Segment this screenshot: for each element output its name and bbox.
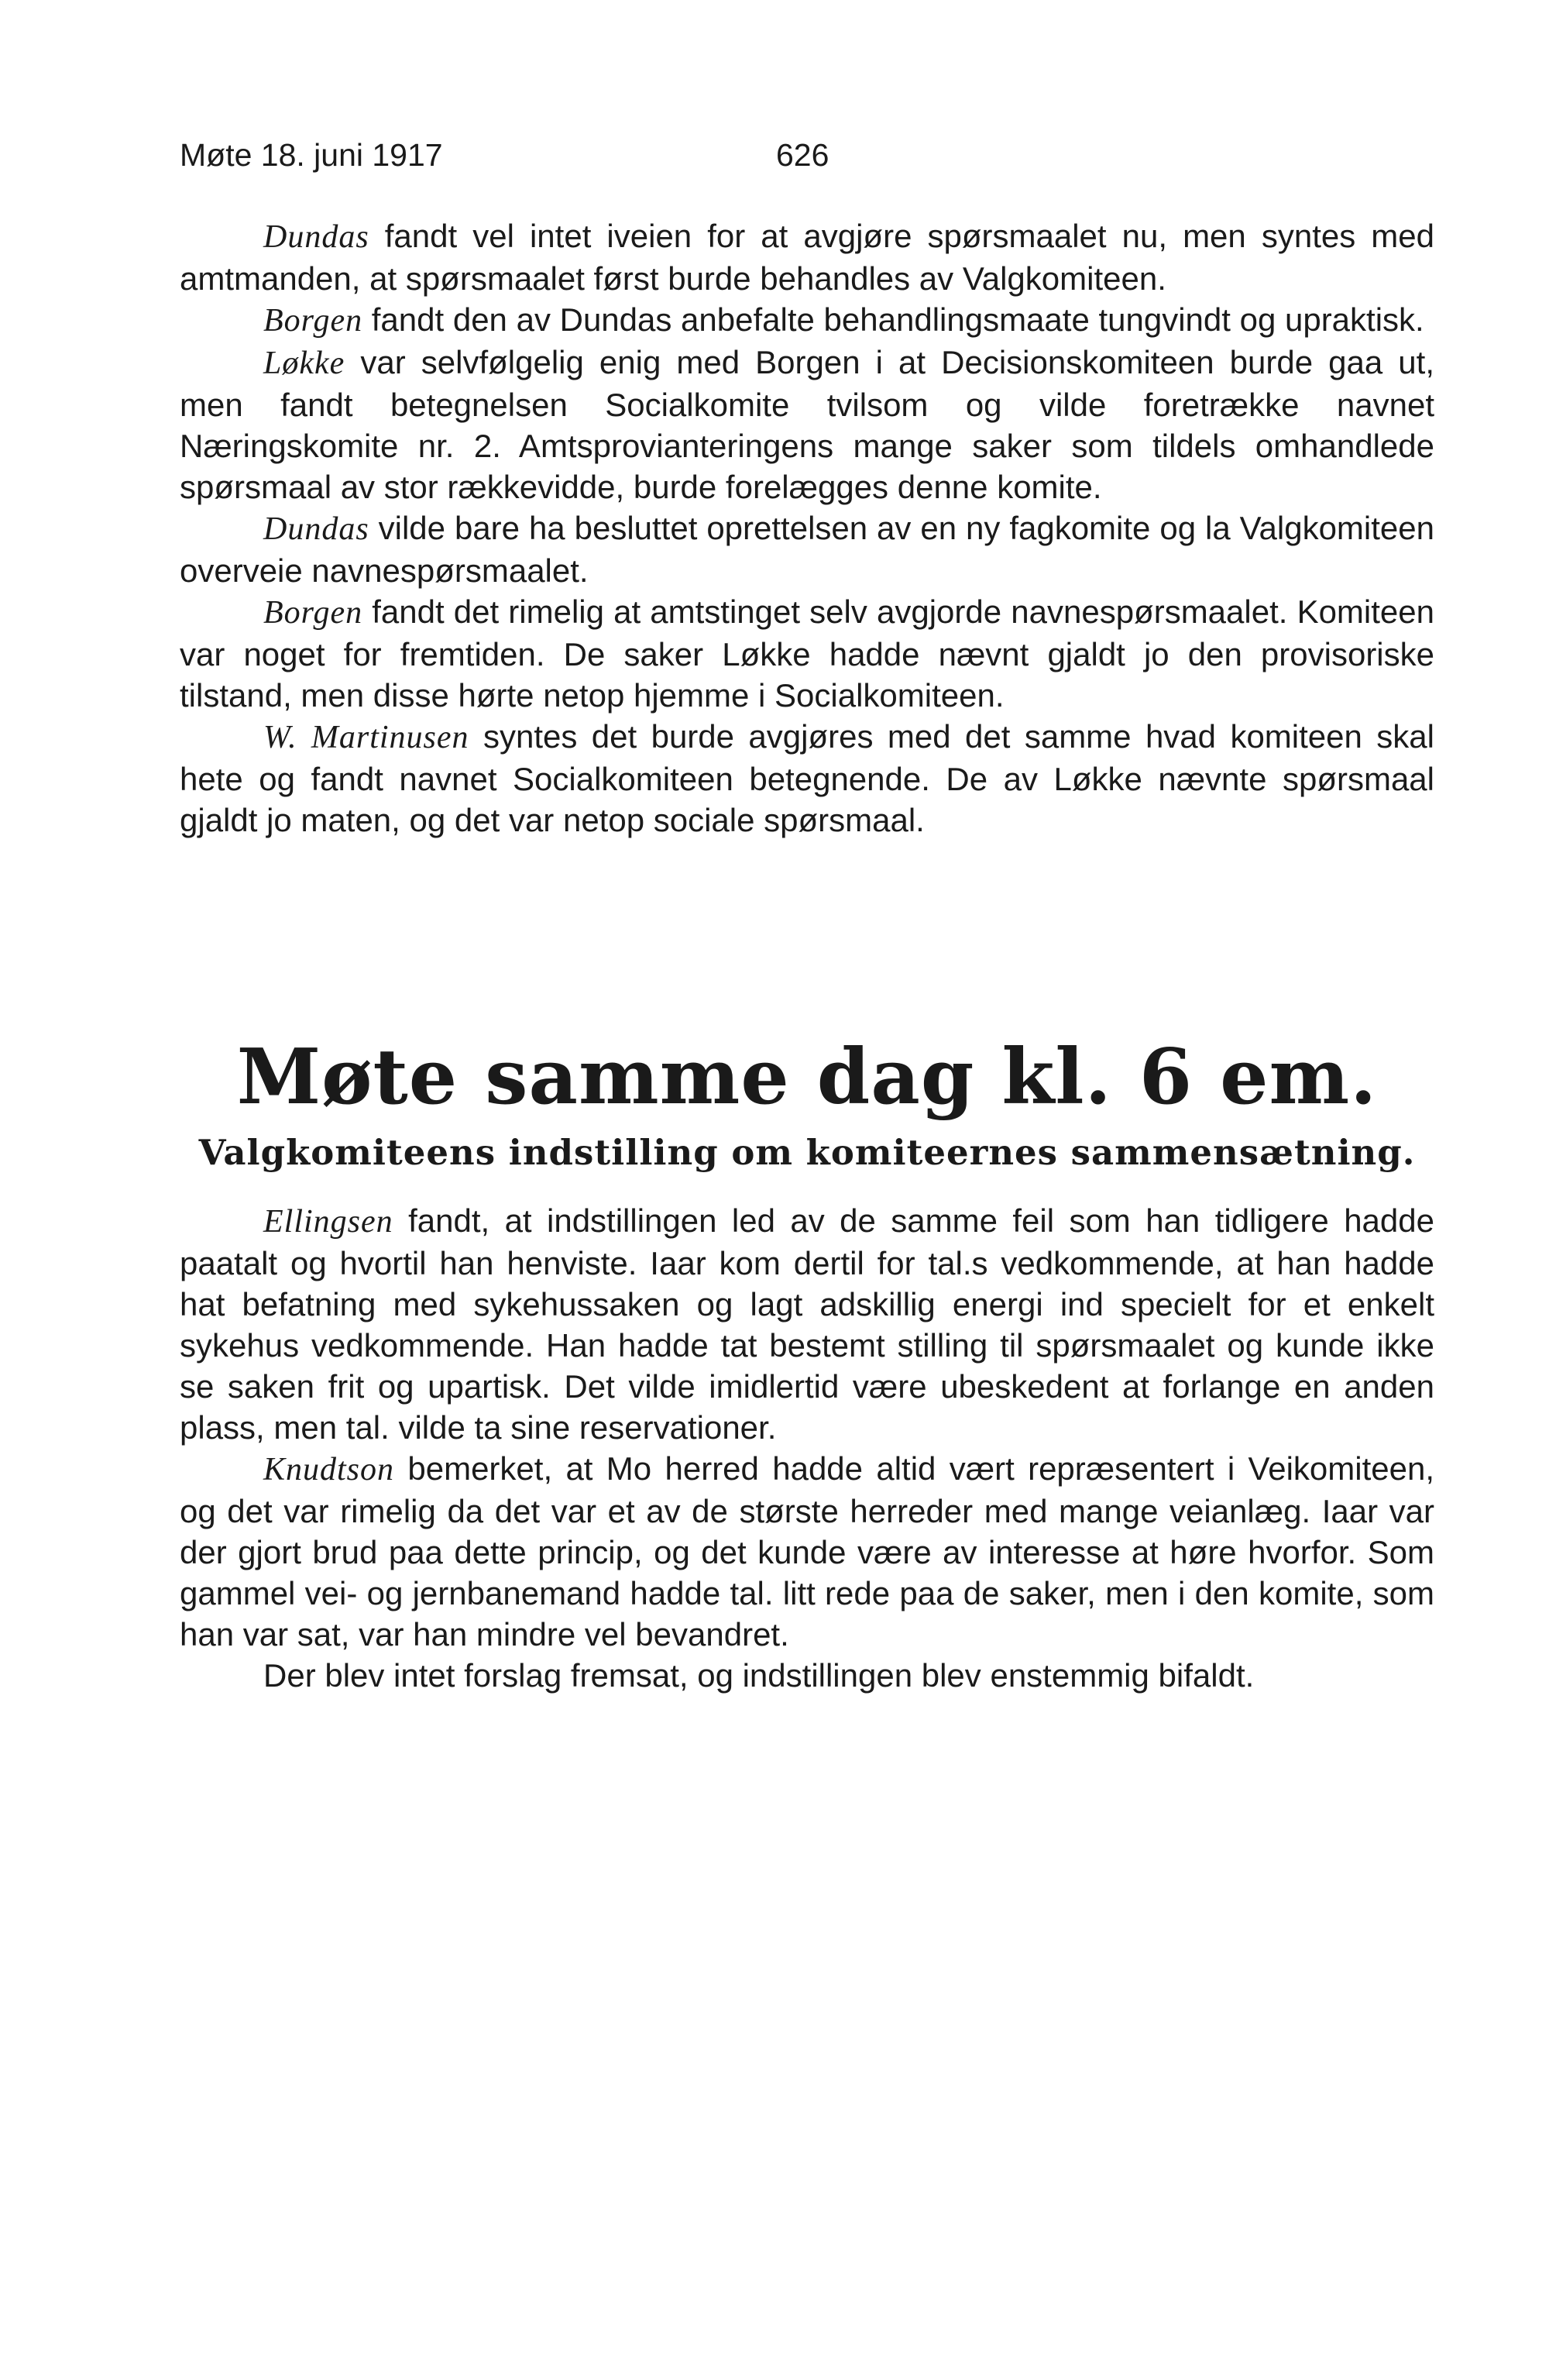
- meeting-title: Møte samme dag kl. 6 em.: [236, 1033, 1378, 1122]
- speaker-name: Borgen: [263, 303, 363, 339]
- paragraph: [180, 299, 1434, 342]
- paragraph-text: fandt det rimelig at amtstinget selv avgjorde navnespørsmaalet. Komiteen var noget for fremtiden. De saker Løkke hadde nævnt gjaldt jo den provisoriske tilstand, men disse hørte netop hjemme i Socialkomiteen.: [180, 593, 1434, 714]
- page-number: 626: [776, 137, 829, 173]
- paragraph: [180, 591, 1434, 716]
- document-page: [180, 132, 1434, 1697]
- agenda-item-title: Valgkomiteens indstilling om komiteernes sammensætning.: [198, 1132, 1416, 1173]
- paragraph: [180, 342, 1434, 507]
- paragraph-text: fandt den av Dundas anbefalte behandlingsmaate tungvindt og upraktisk.: [362, 301, 1424, 338]
- paragraph-text: syntes det burde avgjøres med det samme hvad komiteen skal hete og fandt navnet Socialkomiteen betegnende. De av Løkke nævnte spørsmaal gjaldt jo maten, og det var netop sociale spørsmaal.: [180, 718, 1434, 838]
- speaker-name: Ellingsen: [263, 1204, 393, 1240]
- paragraph-text: fandt vel intet iveien for at avgjøre spørsmaalet nu, men syntes med amtmanden, at spørsmaalet først burde behandles av Valgkomiteen.: [180, 218, 1434, 297]
- speaker-name: Dundas: [263, 511, 369, 547]
- paragraph-text: vilde bare ha besluttet oprettelsen av en ny fagkomite og la Valgkomiteen overveie navnespørsmaalet.: [180, 510, 1434, 589]
- paragraph: [180, 1200, 1434, 1448]
- paragraph: [180, 507, 1434, 591]
- running-header: [180, 132, 1434, 186]
- paragraph: [180, 215, 1434, 299]
- speaker-name: Knudtson: [263, 1452, 395, 1488]
- paragraph: [180, 716, 1434, 841]
- paragraph-text: var selvfølgelig enig med Borgen i at Decisionskomiteen burde gaa ut, men fandt betegnelsen Socialkomite tvilsom og vilde foretrække navnet Næringskomite nr. 2. Amtsprovianteringens mange saker som tildels omhandlede spørsmaal av stor rækkevidde, burde forelægges denne komite.: [180, 344, 1434, 505]
- speaker-name: Borgen: [263, 595, 363, 631]
- section-evening-meeting: [180, 1034, 1434, 1697]
- speaker-name: W. Martinusen: [263, 720, 469, 755]
- meeting-date: Møte 18. juni 1917: [180, 137, 443, 173]
- paragraph-text: Der blev intet forslag fremsat, og indstillingen blev enstemmig bifaldt.: [263, 1657, 1255, 1694]
- section-debate: [180, 215, 1434, 841]
- speaker-name: Løkke: [263, 346, 345, 381]
- paragraph: [180, 1448, 1434, 1655]
- paragraph-text: fandt, at indstillingen led av de samme feil som han tidligere hadde paatalt og hvortil han henviste. Iaar kom dertil for tal.s vedkommende, at han hadde hat befatning med sykehussaken og lagt adskillig energi ind specielt for et enkelt sykehus vedkommende. Han hadde tat bestemt stilling til spørsmaalet og kunde ikke se saken frit og upartisk. Det vilde imidlertid være ubeskedent at forlange en anden plass, men tal. vilde ta sine reservationer.: [180, 1202, 1434, 1446]
- paragraph: [180, 1655, 1434, 1697]
- section-gap: [180, 841, 1434, 1034]
- speaker-name: Dundas: [263, 219, 369, 255]
- paragraph-text: bemerket, at Mo herred hadde altid vært repræsentert i Veikomiteen, og det var rimelig da det var et av de største herreder med mange veianlæg. Iaar var der gjort brud paa dette princip, og det kunde være av interesse at høre hvorfor. Som gammel vei- og jernbanemand hadde tal. litt rede paa de saker, men i den komite, som han var sat, var han mindre vel bevandret.: [180, 1450, 1434, 1653]
